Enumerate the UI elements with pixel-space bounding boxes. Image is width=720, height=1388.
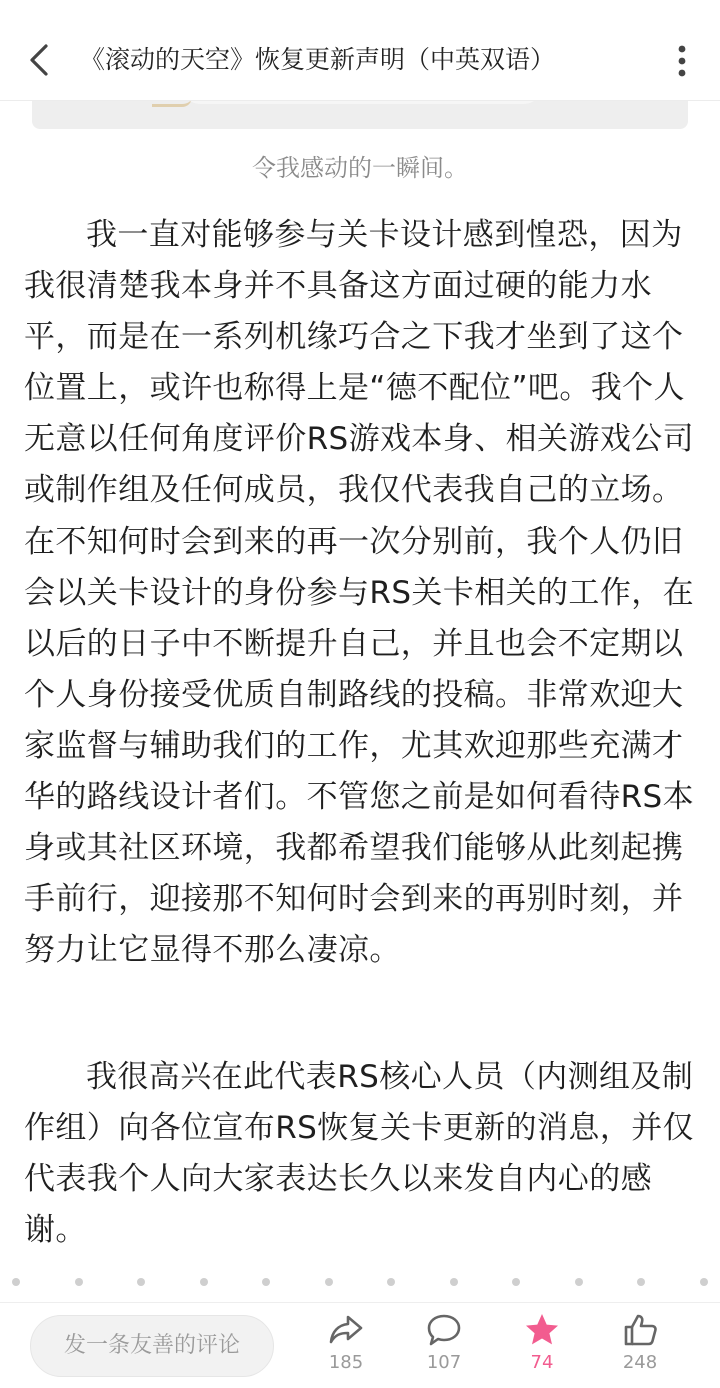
share-arrow-icon: [327, 1311, 365, 1349]
star-icon: [523, 1311, 561, 1349]
comment-button[interactable]: [399, 1311, 489, 1385]
bottom-action-bar: [0, 1302, 720, 1388]
section-divider: [12, 1274, 708, 1290]
speech-bubble-icon: [425, 1311, 463, 1349]
top-bar: [0, 0, 720, 101]
chevron-left-icon: [26, 43, 50, 77]
like-count: 248: [622, 1352, 658, 1373]
more-options-button[interactable]: [662, 38, 702, 84]
article-paragraph: 我一直对能够参与关卡设计感到惶恐，因为我很清楚我本身并不具备这方面过硬的能力水平，而是在一系列机缘巧合之下我才坐到了这个位置上，或许也称得上是“德不配位”吧。我个人无意以任何角度评价RS游戏本身、相关游戏公司或制作组及任何成员，我仅代表我自己的立场。在不知何时会到来的再一次分别前，我个人仍旧会以关卡设计的身份参与RS关卡相关的工作，在以后的日子中不断提升自己，并且也会不定期以个人身份接受优质自制路线的投稿。非常欢迎大家监督与辅助我们的工作，尤其欢迎那些充满才华的路线设计者们。不管您之前是如何看待RS本身或其社区环境，我都希望我们能够从此刻起携手前行，迎接那不知何时会到来的再别时刻，并努力让它显得不那么凄凉。: [24, 217, 695, 969]
comment-count: 107: [426, 1352, 462, 1373]
more-vertical-icon: [677, 44, 687, 78]
article-paragraph: 我很高兴在此代表RS核心人员（内测组及制作组）向各位宣布RS恢复关卡更新的消息，并仅代表我个人向大家表达长久以来发自内心的感谢。: [24, 1059, 695, 1249]
share-count: 185: [328, 1352, 364, 1373]
image-caption: 令我感动的一瞬间。: [252, 154, 468, 182]
back-button[interactable]: [14, 34, 62, 86]
favorite-button[interactable]: [497, 1311, 587, 1385]
thumbs-up-icon: [621, 1311, 659, 1349]
comment-input[interactable]: 发一条友善的评论: [30, 1315, 274, 1377]
like-button[interactable]: [595, 1311, 685, 1385]
share-button[interactable]: [301, 1311, 391, 1385]
favorite-count: 74: [530, 1352, 554, 1373]
page-title: 《滚动的天空》恢复更新声明（中英双语）: [80, 45, 556, 74]
